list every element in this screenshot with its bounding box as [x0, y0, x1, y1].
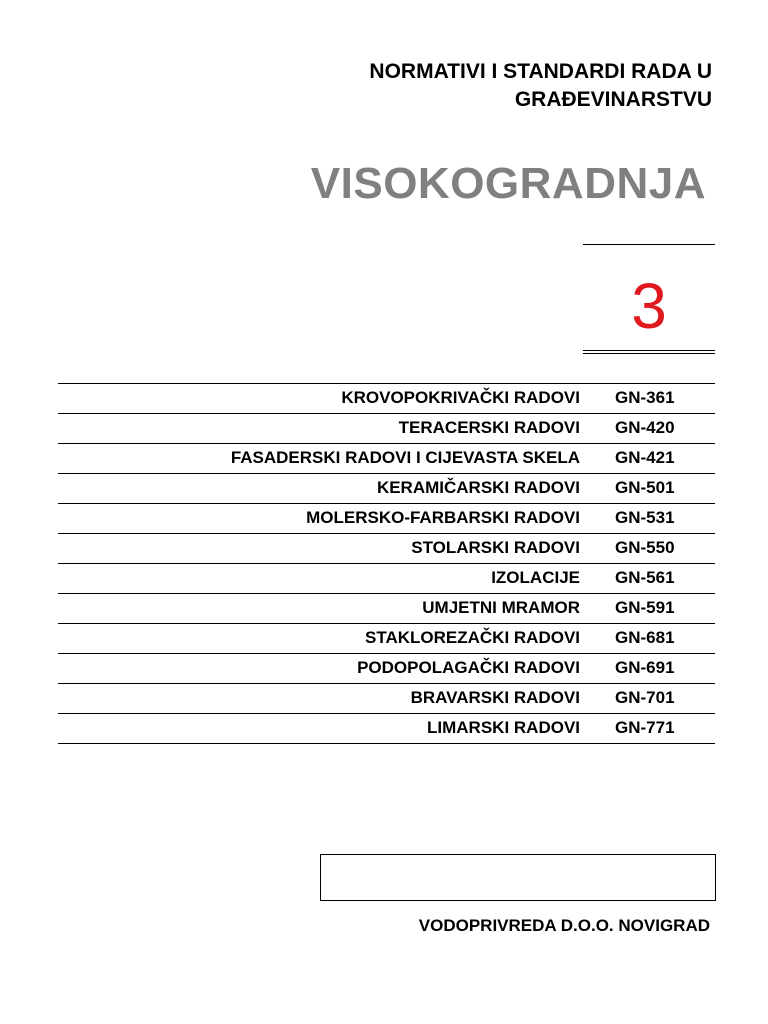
section-name: FASADERSKI RADOVI I CIJEVASTA SKELA: [230, 448, 580, 467]
blank-label-box: [320, 854, 716, 901]
table-row: [58, 714, 715, 744]
volume-rule-bottom-2: [583, 353, 715, 354]
section-code: GN-531: [615, 508, 675, 527]
table-row: [58, 564, 715, 594]
section-name: UMJETNI MRAMOR: [422, 598, 580, 617]
volume-number: 3: [631, 270, 667, 342]
section-name: STOLARSKI RADOVI: [411, 538, 580, 557]
section-code: GN-771: [615, 718, 675, 737]
table-row: [58, 594, 715, 624]
section-name: KROVOPOKRIVAČKI RADOVI: [341, 388, 580, 407]
section-code: GN-501: [615, 478, 675, 497]
volume-rule-top: [583, 244, 715, 245]
table-row: [58, 624, 715, 654]
table-row: [58, 654, 715, 684]
section-code: GN-550: [615, 538, 675, 557]
sections-table: [58, 383, 715, 744]
section-name: MOLERSKO-FARBARSKI RADOVI: [306, 508, 580, 527]
publisher-name: VODOPRIVREDA D.O.O. NOVIGRAD: [418, 916, 710, 935]
section-name: TERACERSKI RADOVI: [398, 418, 580, 437]
document-subtitle: VISOKOGRADNJA: [310, 159, 706, 208]
table-row: [58, 474, 715, 504]
title-line-2: GRAĐEVINARSTVU: [514, 88, 712, 111]
section-name: PODOPOLAGAČKI RADOVI: [357, 658, 580, 677]
section-code: GN-421: [615, 448, 675, 467]
section-code: GN-691: [615, 658, 675, 677]
table-row: [58, 534, 715, 564]
section-code: GN-681: [615, 628, 675, 647]
section-name: BRAVARSKI RADOVI: [410, 688, 580, 707]
volume-rule-bottom-1: [583, 350, 715, 351]
section-name: STAKLOREZAČKI RADOVI: [364, 628, 580, 647]
section-name: KERAMIČARSKI RADOVI: [376, 478, 580, 497]
table-row: [58, 444, 715, 474]
table-row: [58, 684, 715, 714]
section-name: IZOLACIJE: [491, 568, 580, 587]
table-row: [58, 504, 715, 534]
table-row: [58, 414, 715, 444]
section-code: GN-420: [615, 418, 675, 437]
section-code: GN-701: [615, 688, 675, 707]
section-code: GN-561: [615, 568, 675, 587]
section-code: GN-361: [615, 388, 675, 407]
section-code: GN-591: [615, 598, 675, 617]
document-title: [112, 58, 712, 114]
section-name: LIMARSKI RADOVI: [427, 718, 580, 737]
title-line-1: NORMATIVI I STANDARDI RADA U: [369, 60, 712, 83]
table-row: [58, 384, 715, 414]
